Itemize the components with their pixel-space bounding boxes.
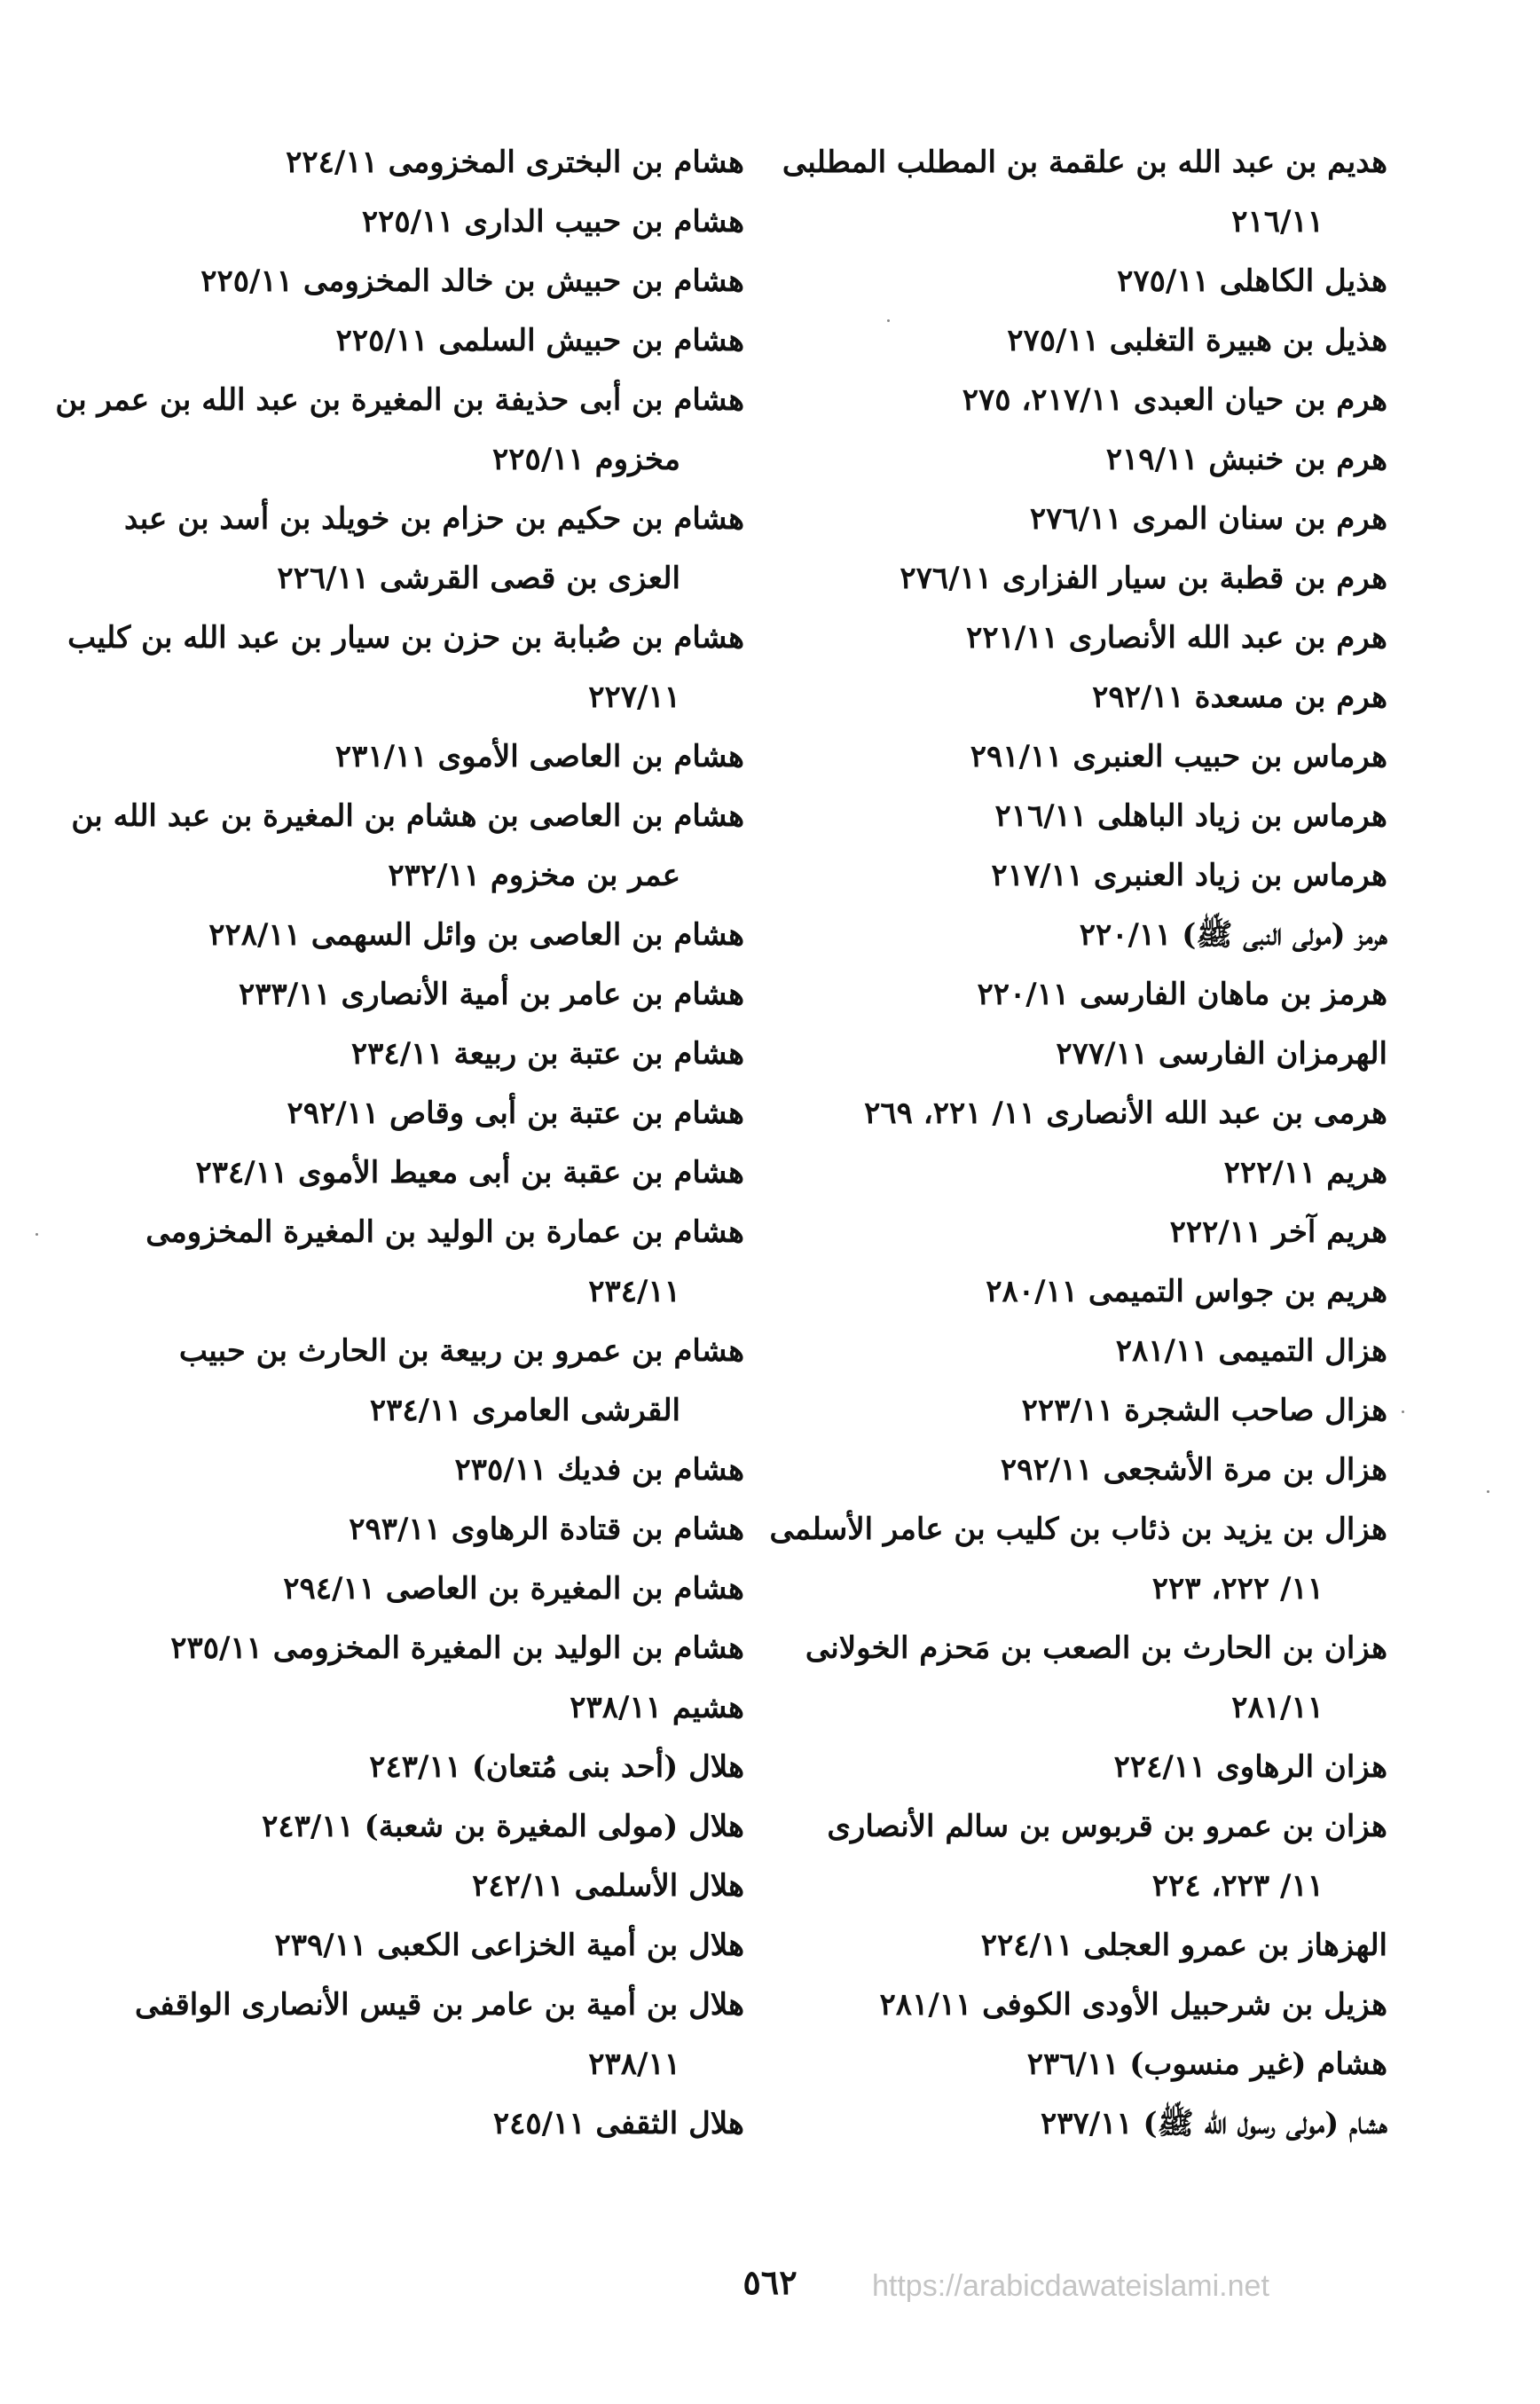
entry-text: هشام بن العاصى بن هشام بن المغيرة بن عبد الله بن xyxy=(71,798,744,834)
entry-text: هشام (غير منسوب) ٢٣٦/١١ xyxy=(1026,2047,1387,2082)
index-entry xyxy=(70,252,744,311)
entry-text: هشام بن حكيم بن حزام بن خويلد بن أسد بن عبد xyxy=(123,501,744,537)
index-column-left xyxy=(55,133,744,2154)
watermark-url: https://arabicdawateislami.net xyxy=(872,2269,1269,2303)
entry-text: هزان الرهاوى ٢٢٤/١١ xyxy=(1113,1749,1387,1785)
index-entry xyxy=(70,490,744,609)
index-entry xyxy=(70,1143,744,1203)
entry-continuation: القرشى العامرى ٢٣٤/١١ xyxy=(369,1393,680,1428)
entry-text: هزيل بن شرحبيل الأودى الكوفى ٢٨١/١١ xyxy=(879,1987,1387,2023)
index-entry xyxy=(70,965,744,1025)
entry-continuation: عمر بن مخزوم ٢٣٢/١١ xyxy=(388,858,680,893)
index-entry xyxy=(766,1619,1387,1738)
entry-text: هزان بن عمرو بن قربوس بن سالم الأنصارى xyxy=(827,1809,1387,1844)
index-entry xyxy=(70,133,744,192)
entry-text: هريم آخر ٢٢٢/١١ xyxy=(1169,1214,1387,1250)
scan-speck xyxy=(887,319,890,322)
index-entry xyxy=(70,1738,744,1797)
entry-text: هرم بن مسعدة ٢٩٢/١١ xyxy=(1092,680,1387,715)
entry-text: هرم بن عبد الله الأنصارى ٢٢١/١١ xyxy=(966,620,1387,656)
entry-text: هلال الأسلمى ٢٤٢/١١ xyxy=(472,1868,744,1904)
entry-text: الهرمزان الفارسى ٢٧٧/١١ xyxy=(1056,1036,1387,1072)
entry-text: هلال (مولى المغيرة بن شعبة) ٢٤٣/١١ xyxy=(262,1809,744,1844)
index-entry xyxy=(70,2094,744,2154)
entry-text: هشام بن أبى حذيفة بن المغيرة بن عبد الله بن عمر بن xyxy=(55,382,744,418)
entry-text: هذيل الكاهلى ٢٧٥/١١ xyxy=(1117,263,1387,299)
scan-speck xyxy=(1487,1490,1489,1493)
index-entry xyxy=(766,1916,1387,1976)
entry-text: هشام بن عمارة بن الوليد بن المغيرة المخزومى xyxy=(145,1214,744,1250)
index-entry xyxy=(70,1678,744,1738)
entry-text: هشام بن عقبة بن أبى معيط الأموى ٢٣٤/١١ xyxy=(195,1155,744,1190)
entry-text: هشيم ٢٣٨/١١ xyxy=(570,1690,744,1725)
entry-text: هرم بن حيان العبدى ٢١٧/١١، ٢٧٥ xyxy=(962,382,1387,418)
index-entry xyxy=(766,1322,1387,1381)
entry-text: هرمز (مولى النبى ﷺ) ٢٢٠/١١ xyxy=(1079,917,1387,953)
index-entry xyxy=(70,727,744,787)
entry-text: هشام بن حبيش السلمى ٢٢٥/١١ xyxy=(335,323,744,358)
index-entry xyxy=(766,906,1387,965)
index-entry xyxy=(766,1262,1387,1322)
entry-continuation: ١١/ ٢٢٣، ٢٢٤ xyxy=(1151,1868,1324,1904)
entry-text: هرماس بن زياد الباهلى ٢١٦/١١ xyxy=(994,798,1387,834)
entry-text: هلال بن أمية بن عامر بن قيس الأنصارى الواقفى xyxy=(134,1987,744,2023)
scan-speck xyxy=(1402,1410,1404,1413)
entry-text: هرم بن قطبة بن سيار الفزارى ٢٧٦/١١ xyxy=(900,561,1387,596)
entry-text: هرماس بن زياد العنبرى ٢١٧/١١ xyxy=(991,858,1387,893)
entry-text: هلال الثقفى ٢٤٥/١١ xyxy=(492,2106,744,2141)
index-entry xyxy=(766,133,1387,252)
entry-continuation: العزى بن قصى القرشى ٢٢٦/١١ xyxy=(277,561,680,596)
index-entry xyxy=(766,252,1387,311)
entry-text: هشام بن عتبة بن أبى وقاص ٢٩٢/١١ xyxy=(287,1096,744,1131)
entry-text: هشام بن صُبابة بن حزن بن سيار بن عبد الله بن كليب xyxy=(67,620,744,656)
index-entry xyxy=(70,1500,744,1559)
index-entry xyxy=(70,1025,744,1084)
entry-text: هرمى بن عبد الله الأنصارى ١١/ ٢٢١، ٢٦٩ xyxy=(864,1096,1387,1131)
entry-text: هشام بن العاصى بن وائل السهمى ٢٢٨/١١ xyxy=(208,917,744,953)
entry-text: هشام بن قتادة الرهاوى ٢٩٣/١١ xyxy=(349,1512,744,1547)
index-entry xyxy=(766,1381,1387,1441)
index-entry xyxy=(766,727,1387,787)
entry-text: هزال بن مرة الأشجعى ٢٩٢/١١ xyxy=(1000,1452,1387,1488)
entry-continuation: ١١/ ٢٢٢، ٢٢٣ xyxy=(1151,1571,1324,1607)
index-entry xyxy=(766,1976,1387,2035)
index-entry xyxy=(70,311,744,371)
entry-text: هرم بن سنان المرى ٢٧٦/١١ xyxy=(1029,501,1387,537)
entry-text: هلال بن أمية الخزاعى الكعبى ٢٣٩/١١ xyxy=(274,1928,744,1963)
entry-continuation: ٢١٦/١١ xyxy=(1231,204,1324,240)
index-entry xyxy=(55,371,744,490)
entry-text: هشام بن عامر بن أمية الأنصارى ٢٣٣/١١ xyxy=(238,977,744,1012)
index-entry xyxy=(70,1084,744,1143)
entry-text: هشام بن البخترى المخزومى ٢٢٤/١١ xyxy=(286,145,744,180)
index-entry xyxy=(766,1025,1387,1084)
index-entry xyxy=(70,1797,744,1857)
index-entry xyxy=(766,2094,1387,2154)
index-entry xyxy=(766,1738,1387,1797)
scan-speck xyxy=(35,1233,38,1236)
entry-continuation: ٢٢٧/١١ xyxy=(588,680,680,715)
index-entry xyxy=(70,906,744,965)
entry-text: هشام بن حبيش بن خالد المخزومى ٢٢٥/١١ xyxy=(200,263,744,299)
index-entry xyxy=(766,1143,1387,1203)
index-entry xyxy=(70,787,744,906)
entry-text: هزال بن يزيد بن ذئاب بن كليب بن عامر الأسلمى xyxy=(769,1512,1387,1547)
entry-text: هزال صاحب الشجرة ٢٢٣/١١ xyxy=(1021,1393,1387,1428)
index-entry xyxy=(70,1322,744,1441)
entry-text: هرم بن خنبش ٢١٩/١١ xyxy=(1105,442,1387,477)
entry-text: هشام بن العاصى الأموى ٢٣١/١١ xyxy=(334,739,744,774)
entry-text: هشام بن عمرو بن ربيعة بن الحارث بن حبيب xyxy=(178,1333,744,1369)
index-entry xyxy=(766,490,1387,549)
entry-text: هزان بن الحارث بن الصعب بن مَحزم الخولانى xyxy=(805,1630,1387,1666)
index-entry xyxy=(766,2035,1387,2094)
entry-text: هرماس بن حبيب العنبرى ٢٩١/١١ xyxy=(970,739,1387,774)
index-entry xyxy=(70,1619,744,1678)
index-entry xyxy=(766,965,1387,1025)
index-entry xyxy=(766,668,1387,727)
entry-text: هشام بن الوليد بن المغيرة المخزومى ٢٣٥/١١ xyxy=(170,1630,744,1666)
entry-continuation: مخزوم ٢٢٥/١١ xyxy=(492,442,680,477)
index-entry xyxy=(70,192,744,252)
index-entry xyxy=(70,1857,744,1916)
entry-text: هشام بن عتبة بن ربيعة ٢٣٤/١١ xyxy=(350,1036,744,1072)
index-entry xyxy=(70,1559,744,1619)
entry-text: هريم بن جواس التميمى ٢٨٠/١١ xyxy=(986,1274,1387,1309)
index-entry xyxy=(766,1500,1387,1619)
entry-text: هرمز بن ماهان الفارسى ٢٢٠/١١ xyxy=(977,977,1387,1012)
index-entry xyxy=(766,1441,1387,1500)
entry-text: هلال (أحد بنى مُتعان) ٢٤٣/١١ xyxy=(369,1749,744,1785)
page-number: ٥٦٢ xyxy=(742,2262,798,2302)
entry-text: هشام بن المغيرة بن العاصى ٢٩٤/١١ xyxy=(283,1571,744,1607)
entry-continuation: ٢٣٨/١١ xyxy=(588,2047,680,2082)
entry-text: هديم بن عبد الله بن علقمة بن المطلب المطلبى xyxy=(782,145,1387,180)
index-entry xyxy=(766,549,1387,609)
index-entry xyxy=(766,311,1387,371)
index-entry xyxy=(70,1916,744,1976)
entry-text: هشام (مولى رسول الله ﷺ) ٢٣٧/١١ xyxy=(1040,2106,1387,2141)
entry-text: هريم ٢٢٢/١١ xyxy=(1223,1155,1387,1190)
entry-text: هشام بن فديك ٢٣٥/١١ xyxy=(454,1452,744,1488)
index-entry xyxy=(766,846,1387,906)
entry-text: هذيل بن هبيرة التغلبى ٢٧٥/١١ xyxy=(1007,323,1387,358)
index-entry xyxy=(67,609,744,727)
index-entry xyxy=(766,609,1387,668)
index-entry xyxy=(70,1203,744,1322)
entry-continuation: ٢٨١/١١ xyxy=(1231,1690,1324,1725)
index-entry xyxy=(766,1203,1387,1262)
index-entry xyxy=(766,430,1387,490)
entry-text: الهزهاز بن عمرو العجلى ٢٢٤/١١ xyxy=(980,1928,1387,1963)
index-entry xyxy=(766,1084,1387,1143)
index-entry xyxy=(766,371,1387,430)
entry-continuation: ٢٣٤/١١ xyxy=(588,1274,680,1309)
index-entry xyxy=(766,1797,1387,1916)
index-column-right xyxy=(766,133,1387,2154)
index-entry xyxy=(70,1976,744,2094)
entry-text: هشام بن حبيب الدارى ٢٢٥/١١ xyxy=(361,204,744,240)
index-entry xyxy=(766,787,1387,846)
entry-text: هزال التميمى ٢٨١/١١ xyxy=(1115,1333,1387,1369)
index-entry xyxy=(70,1441,744,1500)
